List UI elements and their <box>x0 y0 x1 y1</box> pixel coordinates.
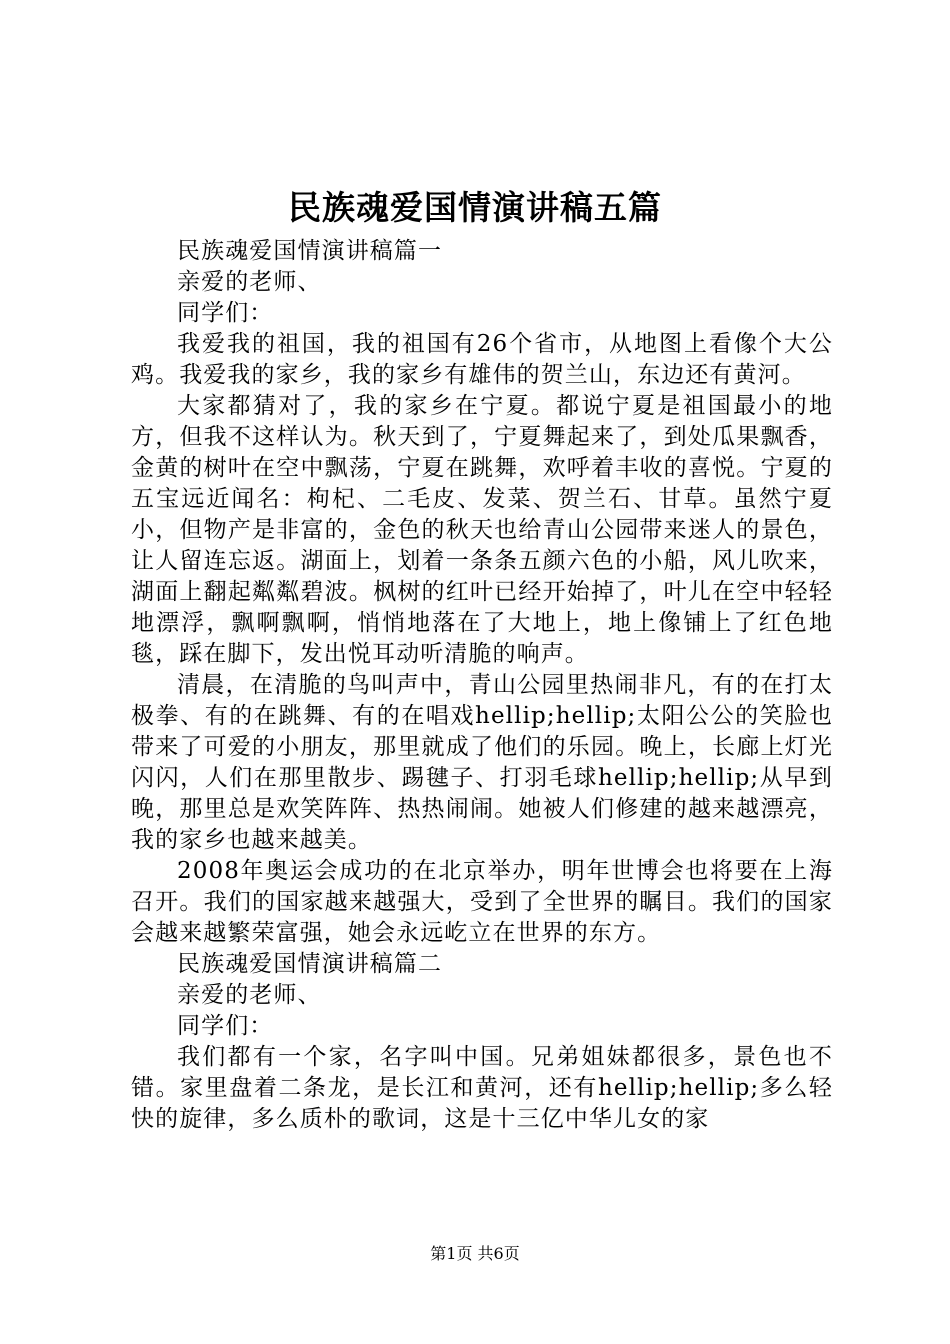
page-footer: 第1页 共6页 <box>430 1244 520 1263</box>
body-paragraph: 2008年奥运会成功的在北京举办，明年世博会也将要在上海召开。我们的国家越来越强大，受到了全世界的瞩目。我们的国家会越来越繁荣富强，她会永远屹立在世界的东方。 <box>131 858 833 946</box>
body-paragraph: 清晨，在清脆的鸟叫声中，青山公园里热闹非凡，有的在打太极拳、有的在跳舞、有的在唱戏hellip;hellip;太阳公公的笑脸也带来了可爱的小朋友，那里就成了他们的乐园。晚上，长廊上灯光闪闪，人们在那里散步、踢毽子、打羽毛球hellip;hellip;从早到晚，那里总是欢笑阵阵、热热闹闹。她被人们修建的越来越漂亮，我的家乡也越来越美。 <box>131 672 833 853</box>
section-heading-1: 民族魂爱国情演讲稿篇一 <box>177 238 443 264</box>
body-paragraph: 我们都有一个家，名字叫中国。兄弟姐妹都很多，景色也不错。家里盘着二条龙，是长江和黄河，还有hellip;hellip;多么轻快的旋律，多么质朴的歌词，这是十三亿中华儿女的家 <box>131 1044 833 1132</box>
document-title: 民族魂爱国情演讲稿五篇 <box>288 188 662 227</box>
salutation-line: 同学们： <box>177 1013 274 1039</box>
salutation-line: 亲爱的老师、 <box>177 982 322 1008</box>
salutation-line: 同学们： <box>177 300 274 326</box>
body-paragraph: 我爱我的祖国，我的祖国有26个省市，从地图上看像个大公鸡。我爱我的家乡，我的家乡有雄伟的贺兰山，东边还有黄河。 <box>131 331 833 388</box>
document-body <box>131 236 833 1135</box>
salutation-line: 亲爱的老师、 <box>177 269 322 295</box>
section-heading-2: 民族魂爱国情演讲稿篇二 <box>177 951 443 977</box>
body-paragraph: 大家都猜对了，我的家乡在宁夏。都说宁夏是祖国最小的地方，但我不这样认为。秋天到了，宁夏舞起来了，到处瓜果飘香，金黄的树叶在空中飘荡，宁夏在跳舞，欢呼着丰收的喜悦。宁夏的五宝远近闻名：枸杞、二毛皮、发菜、贺兰石、甘草。虽然宁夏小，但物产是非富的，金色的秋天也给青山公园带来迷人的景色，让人留连忘返。湖面上，划着一条条五颜六色的小船，风儿吹来，湖面上翻起粼粼碧波。枫树的红叶已经开始掉了，叶儿在空中轻轻地漂浮，飘啊飘啊，悄悄地落在了大地上，地上像铺上了红色地毯，踩在脚下，发出悦耳动听清脆的响声。 <box>131 393 833 667</box>
